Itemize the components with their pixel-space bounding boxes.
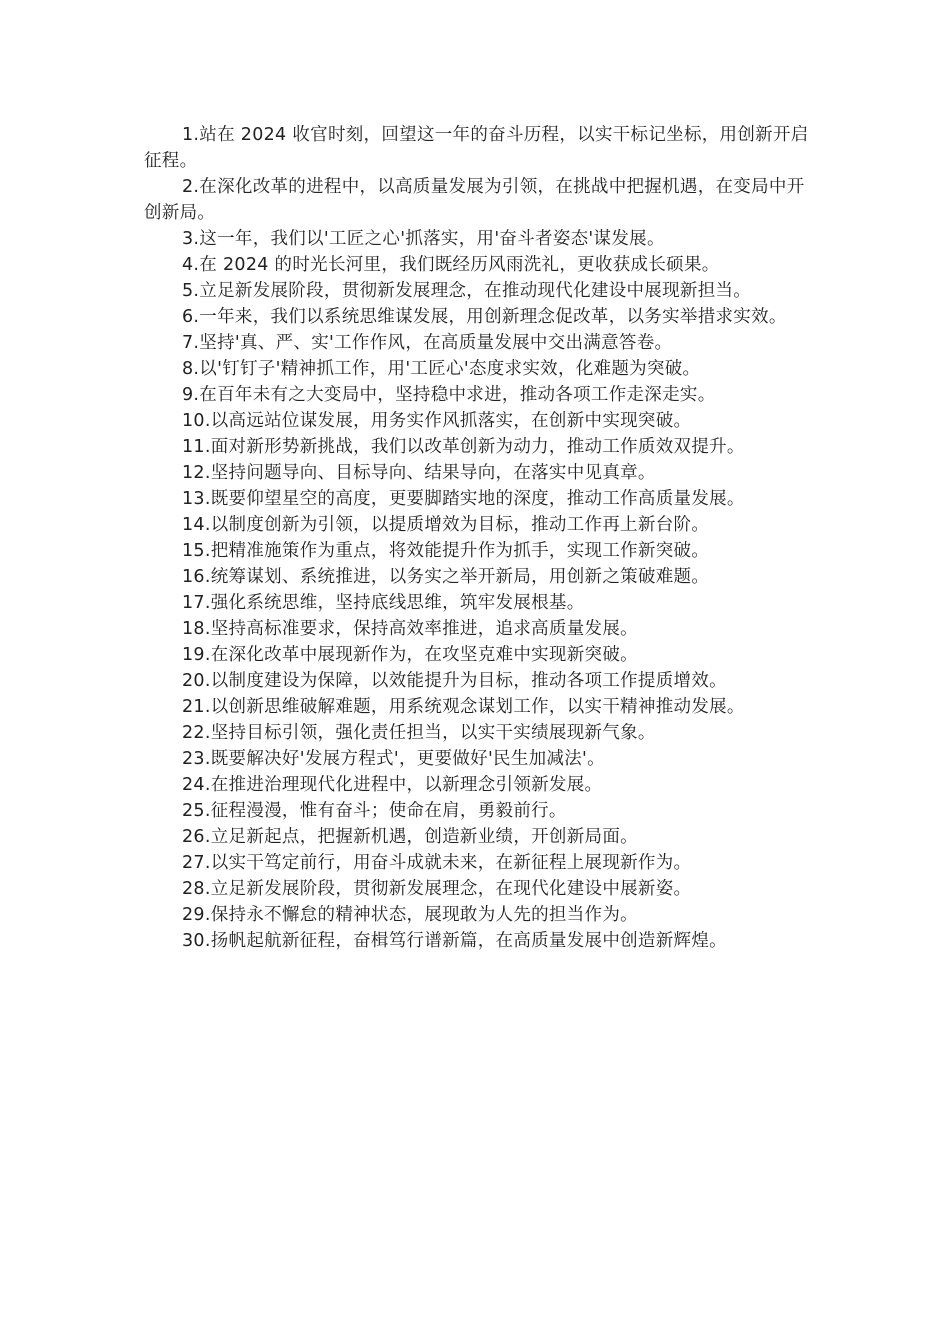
paragraph-17: 17.强化系统思维，坚持底线思维，筑牢发展根基。 bbox=[182, 593, 585, 613]
paragraph-6: 6.一年来，我们以系统思维谋发展，用创新理念促改革，以务实举措求实效。 bbox=[182, 307, 787, 327]
paragraph-22: 22.坚持目标引领，强化责任担当，以实干实绩展现新气象。 bbox=[182, 723, 656, 743]
paragraph-12: 12.坚持问题导向、目标导向、结果导向，在落实中见真章。 bbox=[182, 463, 656, 483]
paragraph-9: 9.在百年未有之大变局中，坚持稳中求进，推动各项工作走深走实。 bbox=[182, 385, 716, 405]
paragraph-4: 4.在 2024 的时光长河里，我们既经历风雨洗礼，更收获成长硕果。 bbox=[182, 255, 720, 275]
paragraph-26: 26.立足新起点，把握新机遇，创造新业绩，开创新局面。 bbox=[182, 827, 638, 847]
paragraph-7: 7.坚持'真、严、实'工作作风，在高质量发展中交出满意答卷。 bbox=[182, 333, 673, 353]
paragraph-3: 3.这一年，我们以'工匠之心'抓落实，用'奋斗者姿态'谋发展。 bbox=[182, 229, 665, 249]
paragraph-5: 5.立足新发展阶段，贯彻新发展理念，在推动现代化建设中展现新担当。 bbox=[182, 281, 752, 301]
paragraph-14: 14.以制度创新为引领，以提质增效为目标，推动工作再上新台阶。 bbox=[182, 515, 710, 535]
paragraph-30: 30.扬帆起航新征程，奋楫笃行谱新篇，在高质量发展中创造新辉煌。 bbox=[182, 931, 727, 951]
paragraph-2: 2.在深化改革的进程中，以高质量发展为引领，在挑战中把握机遇，在变局中开创新局。 bbox=[144, 177, 805, 223]
paragraph-10: 10.以高远站位谋发展，用务实作风抓落实，在创新中实现突破。 bbox=[182, 411, 692, 431]
paragraph-28: 28.立足新发展阶段，贯彻新发展理念，在现代化建设中展新姿。 bbox=[182, 879, 692, 899]
paragraph-1: 1.站在 2024 收官时刻，回望这一年的奋斗历程，以实干标记坐标，用创新开启征程。 bbox=[144, 125, 809, 171]
document-body bbox=[144, 122, 810, 954]
paragraph-29: 29.保持永不懈怠的精神状态，展现敢为人先的担当作为。 bbox=[182, 905, 638, 925]
paragraph-21: 21.以创新思维破解难题，用系统观念谋划工作，以实干精神推动发展。 bbox=[182, 697, 745, 717]
paragraph-20: 20.以制度建设为保障，以效能提升为目标，推动各项工作提质增效。 bbox=[182, 671, 727, 691]
paragraph-15: 15.把精准施策作为重点，将效能提升作为抓手，实现工作新突破。 bbox=[182, 541, 710, 561]
paragraph-18: 18.坚持高标准要求，保持高效率推进，追求高质量发展。 bbox=[182, 619, 638, 639]
paragraph-25: 25.征程漫漫，惟有奋斗；使命在肩，勇毅前行。 bbox=[182, 801, 567, 821]
paragraph-16: 16.统筹谋划、系统推进，以务实之举开新局，用创新之策破难题。 bbox=[182, 567, 710, 587]
paragraph-11: 11.面对新形势新挑战，我们以改革创新为动力，推动工作质效双提升。 bbox=[182, 437, 745, 457]
paragraph-13: 13.既要仰望星空的高度，更要脚踏实地的深度，推动工作高质量发展。 bbox=[182, 489, 745, 509]
paragraph-27: 27.以实干笃定前行，用奋斗成就未来，在新征程上展现新作为。 bbox=[182, 853, 692, 873]
paragraph-24: 24.在推进治理现代化进程中，以新理念引领新发展。 bbox=[182, 775, 603, 795]
paragraph-23: 23.既要解决好'发展方程式'，更要做好'民生加减法'。 bbox=[182, 749, 605, 769]
paragraph-19: 19.在深化改革中展现新作为，在攻坚克难中实现新突破。 bbox=[182, 645, 638, 665]
paragraph-8: 8.以'钉钉子'精神抓工作，用'工匠心'态度求实效，化难题为突破。 bbox=[182, 359, 701, 379]
